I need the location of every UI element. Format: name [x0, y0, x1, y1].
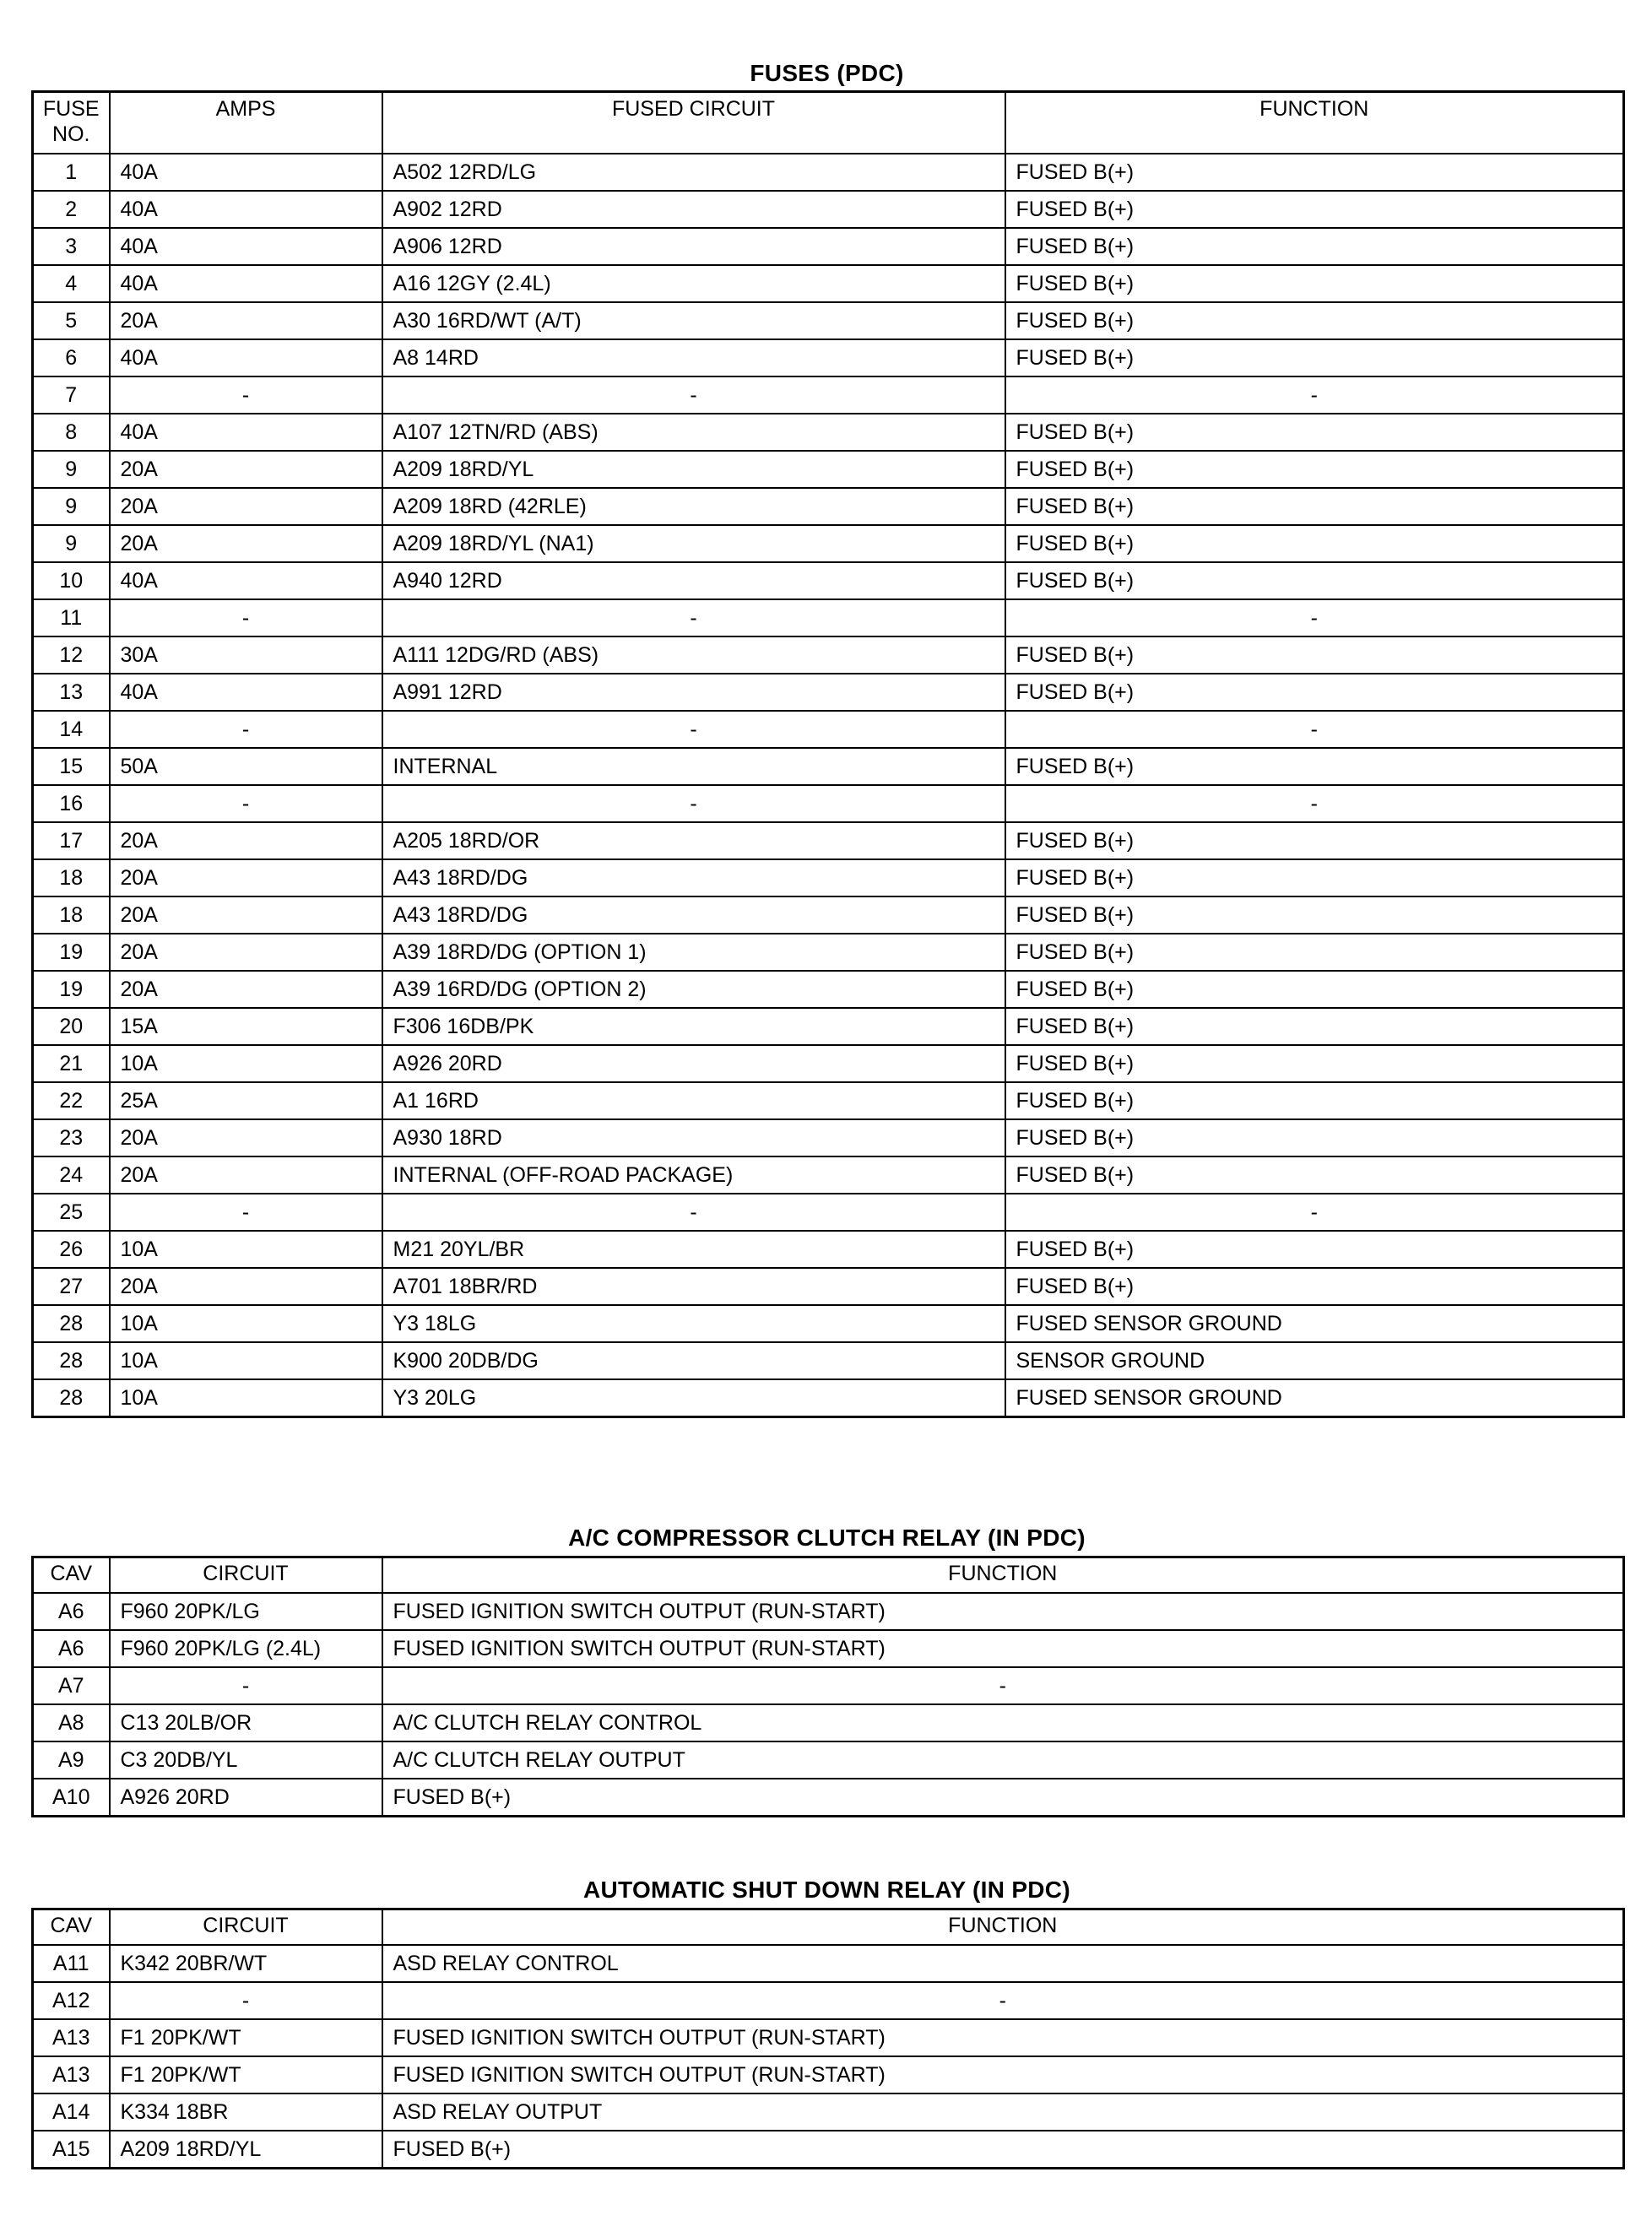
table-row: [33, 785, 1624, 822]
fuse-no-cell: 6: [33, 339, 110, 376]
amps-cell: 10A: [110, 1379, 382, 1417]
fuses-header-row: [33, 92, 1624, 154]
cav-cell: A9: [33, 1741, 110, 1779]
function-cell: -: [382, 1667, 1624, 1704]
fuse-no-header-line2: NO.: [52, 122, 90, 146]
fuse-no-cell: 19: [33, 971, 110, 1008]
fuse-no-cell: 12: [33, 636, 110, 674]
table-row: [33, 228, 1624, 265]
fused-circuit-cell: A8 14RD: [382, 339, 1005, 376]
function-cell: FUSED B(+): [1005, 414, 1624, 451]
amps-cell: 20A: [110, 859, 382, 896]
table-row: [33, 339, 1624, 376]
function-cell: FUSED B(+): [1005, 1008, 1624, 1045]
table-row: [33, 822, 1624, 859]
function-cell: FUSED B(+): [1005, 1268, 1624, 1305]
table-row: [33, 1945, 1624, 1982]
table-row: [33, 896, 1624, 934]
table-row: [33, 1630, 1624, 1667]
fused-circuit-cell: -: [382, 376, 1005, 414]
fuse-no-header: [33, 92, 110, 154]
fuse-no-cell: 13: [33, 674, 110, 711]
fused-circuit-cell: A39 16RD/DG (OPTION 2): [382, 971, 1005, 1008]
amps-cell: 40A: [110, 265, 382, 302]
circuit-cell: A926 20RD: [110, 1779, 382, 1817]
cav-cell: A14: [33, 2093, 110, 2131]
function-cell: -: [1005, 785, 1624, 822]
amps-cell: 40A: [110, 154, 382, 191]
function-cell: FUSED B(+): [1005, 228, 1624, 265]
fuse-no-cell: 9: [33, 525, 110, 562]
function-cell: -: [1005, 1194, 1624, 1231]
circuit-header: CIRCUIT: [110, 1557, 382, 1594]
function-cell: -: [382, 1982, 1624, 2019]
function-cell: FUSED B(+): [1005, 896, 1624, 934]
table-row: [33, 1156, 1624, 1194]
table-row: [33, 1008, 1624, 1045]
amps-cell: 40A: [110, 191, 382, 228]
table-row: [33, 636, 1624, 674]
fused-circuit-cell: -: [382, 1194, 1005, 1231]
table-row: [33, 488, 1624, 525]
fuse-no-cell: 4: [33, 265, 110, 302]
amps-cell: 40A: [110, 562, 382, 599]
function-cell: FUSED B(+): [1005, 971, 1624, 1008]
function-cell: -: [1005, 711, 1624, 748]
fuse-no-cell: 16: [33, 785, 110, 822]
cav-cell: A15: [33, 2131, 110, 2169]
asd-relay-header-row: [33, 1909, 1624, 1946]
table-row: [33, 451, 1624, 488]
table-row: [33, 674, 1624, 711]
fused-circuit-cell: A43 18RD/DG: [382, 896, 1005, 934]
function-cell: FUSED B(+): [1005, 934, 1624, 971]
fused-circuit-cell: M21 20YL/BR: [382, 1231, 1005, 1268]
amps-cell: 40A: [110, 228, 382, 265]
function-cell: FUSED B(+): [1005, 265, 1624, 302]
table-row: [33, 1779, 1624, 1817]
table-row: [33, 859, 1624, 896]
fused-circuit-cell: A701 18BR/RD: [382, 1268, 1005, 1305]
fuse-no-cell: 24: [33, 1156, 110, 1194]
fused-circuit-cell: A906 12RD: [382, 228, 1005, 265]
fuse-no-cell: 1: [33, 154, 110, 191]
fuse-no-cell: 11: [33, 599, 110, 636]
fused-circuit-cell: A926 20RD: [382, 1045, 1005, 1082]
fuse-no-cell: 5: [33, 302, 110, 339]
fuse-no-cell: 20: [33, 1008, 110, 1045]
fuse-no-cell: 15: [33, 748, 110, 785]
amps-cell: -: [110, 711, 382, 748]
asd-relay-table: [31, 1908, 1625, 2169]
table-row: [33, 1342, 1624, 1379]
fused-circuit-cell: F306 16DB/PK: [382, 1008, 1005, 1045]
function-cell: FUSED B(+): [1005, 1231, 1624, 1268]
table-row: [33, 1119, 1624, 1156]
ac-relay-table-title: A/C COMPRESSOR CLUTCH RELAY (IN PDC): [568, 1525, 1086, 1551]
fused-circuit-cell: -: [382, 711, 1005, 748]
fuses-table: [31, 90, 1625, 1418]
function-cell: FUSED B(+): [1005, 562, 1624, 599]
fused-circuit-cell: Y3 18LG: [382, 1305, 1005, 1342]
table-row: [33, 1045, 1624, 1082]
circuit-cell: -: [110, 1982, 382, 2019]
fuse-no-cell: 2: [33, 191, 110, 228]
fuse-no-cell: 27: [33, 1268, 110, 1305]
cav-cell: A13: [33, 2056, 110, 2093]
table-row: [33, 2093, 1624, 2131]
fuse-no-cell: 22: [33, 1082, 110, 1119]
fuse-no-cell: 9: [33, 488, 110, 525]
fused-circuit-cell: A209 18RD/YL: [382, 451, 1005, 488]
function-cell: SENSOR GROUND: [1005, 1342, 1624, 1379]
amps-cell: 10A: [110, 1231, 382, 1268]
function-cell: FUSED IGNITION SWITCH OUTPUT (RUN-START): [382, 2019, 1624, 2056]
circuit-cell: C3 20DB/YL: [110, 1741, 382, 1779]
function-cell: FUSED IGNITION SWITCH OUTPUT (RUN-START): [382, 1630, 1624, 1667]
circuit-header: CIRCUIT: [110, 1909, 382, 1946]
asd-relay-table-body: [33, 1945, 1624, 2169]
function-header: FUNCTION: [1005, 92, 1624, 154]
amps-cell: 15A: [110, 1008, 382, 1045]
fuse-no-cell: 17: [33, 822, 110, 859]
cav-cell: A12: [33, 1982, 110, 2019]
fuse-no-cell: 9: [33, 451, 110, 488]
table-row: [33, 1593, 1624, 1630]
circuit-cell: F960 20PK/LG (2.4L): [110, 1630, 382, 1667]
function-cell: FUSED B(+): [1005, 488, 1624, 525]
circuit-cell: -: [110, 1667, 382, 1704]
amps-cell: 20A: [110, 451, 382, 488]
ac-relay-table-body: [33, 1593, 1624, 1817]
table-row: [33, 1704, 1624, 1741]
amps-cell: 20A: [110, 1119, 382, 1156]
table-row: [33, 2131, 1624, 2169]
amps-cell: 20A: [110, 1268, 382, 1305]
table-row: [33, 376, 1624, 414]
table-row: [33, 971, 1624, 1008]
function-cell: FUSED B(+): [1005, 636, 1624, 674]
fused-circuit-cell: INTERNAL (OFF-ROAD PACKAGE): [382, 1156, 1005, 1194]
circuit-cell: F1 20PK/WT: [110, 2019, 382, 2056]
cav-header: CAV: [33, 1557, 110, 1594]
circuit-cell: A209 18RD/YL: [110, 2131, 382, 2169]
amps-cell: -: [110, 1194, 382, 1231]
fused-circuit-cell: -: [382, 599, 1005, 636]
asd-relay-table-title: AUTOMATIC SHUT DOWN RELAY (IN PDC): [583, 1877, 1070, 1903]
fuse-no-cell: 3: [33, 228, 110, 265]
fuse-no-cell: 14: [33, 711, 110, 748]
amps-cell: 40A: [110, 339, 382, 376]
table-row: [33, 562, 1624, 599]
cav-header: CAV: [33, 1909, 110, 1946]
amps-cell: 10A: [110, 1342, 382, 1379]
cav-cell: A10: [33, 1779, 110, 1817]
function-cell: FUSED B(+): [1005, 154, 1624, 191]
function-cell: A/C CLUTCH RELAY CONTROL: [382, 1704, 1624, 1741]
function-cell: FUSED B(+): [1005, 1156, 1624, 1194]
function-cell: FUSED B(+): [1005, 822, 1624, 859]
ac-relay-table: [31, 1556, 1625, 1817]
table-row: [33, 302, 1624, 339]
cav-cell: A6: [33, 1630, 110, 1667]
amps-cell: -: [110, 376, 382, 414]
cav-cell: A8: [33, 1704, 110, 1741]
table-row: [33, 414, 1624, 451]
table-row: [33, 1231, 1624, 1268]
fuse-no-cell: 23: [33, 1119, 110, 1156]
function-cell: FUSED B(+): [1005, 339, 1624, 376]
fused-circuit-cell: A991 12RD: [382, 674, 1005, 711]
fused-circuit-cell: A940 12RD: [382, 562, 1005, 599]
table-row: [33, 1194, 1624, 1231]
circuit-cell: K342 20BR/WT: [110, 1945, 382, 1982]
table-row: [33, 2056, 1624, 2093]
table-row: [33, 1667, 1624, 1704]
function-header: FUNCTION: [382, 1557, 1624, 1594]
cav-cell: A7: [33, 1667, 110, 1704]
amps-cell: 20A: [110, 302, 382, 339]
fuse-no-cell: 28: [33, 1342, 110, 1379]
amps-cell: -: [110, 599, 382, 636]
function-cell: FUSED B(+): [1005, 1119, 1624, 1156]
table-row: [33, 1305, 1624, 1342]
table-row: [33, 525, 1624, 562]
table-row: [33, 711, 1624, 748]
fused-circuit-cell: A43 18RD/DG: [382, 859, 1005, 896]
table-row: [33, 191, 1624, 228]
cav-cell: A6: [33, 1593, 110, 1630]
fused-circuit-cell: A209 18RD (42RLE): [382, 488, 1005, 525]
table-row: [33, 2019, 1624, 2056]
fused-circuit-cell: A16 12GY (2.4L): [382, 265, 1005, 302]
function-cell: ASD RELAY CONTROL: [382, 1945, 1624, 1982]
function-cell: FUSED IGNITION SWITCH OUTPUT (RUN-START): [382, 2056, 1624, 2093]
function-cell: FUSED B(+): [1005, 451, 1624, 488]
amps-cell: 40A: [110, 674, 382, 711]
fused-circuit-cell: Y3 20LG: [382, 1379, 1005, 1417]
circuit-cell: F1 20PK/WT: [110, 2056, 382, 2093]
function-cell: FUSED B(+): [382, 2131, 1624, 2169]
table-row: [33, 1982, 1624, 2019]
fused-circuit-cell: A111 12DG/RD (ABS): [382, 636, 1005, 674]
amps-cell: 20A: [110, 488, 382, 525]
table-row: [33, 154, 1624, 191]
amps-cell: 40A: [110, 414, 382, 451]
fuse-no-header-line1: FUSE: [42, 97, 100, 121]
fuse-no-cell: 28: [33, 1305, 110, 1342]
function-cell: FUSED IGNITION SWITCH OUTPUT (RUN-START): [382, 1593, 1624, 1630]
table-row: [33, 599, 1624, 636]
table-row: [33, 1379, 1624, 1417]
amps-cell: -: [110, 785, 382, 822]
amps-header: AMPS: [110, 92, 382, 154]
ac-relay-header-row: [33, 1557, 1624, 1594]
fuse-no-cell: 25: [33, 1194, 110, 1231]
function-header: FUNCTION: [382, 1909, 1624, 1946]
amps-cell: 20A: [110, 896, 382, 934]
fuse-no-cell: 21: [33, 1045, 110, 1082]
amps-cell: 50A: [110, 748, 382, 785]
fused-circuit-cell: A205 18RD/OR: [382, 822, 1005, 859]
fuse-no-cell: 18: [33, 859, 110, 896]
amps-cell: 25A: [110, 1082, 382, 1119]
fused-circuit-cell: -: [382, 785, 1005, 822]
fused-circuit-header: FUSED CIRCUIT: [382, 92, 1005, 154]
fused-circuit-cell: A30 16RD/WT (A/T): [382, 302, 1005, 339]
table-row: [33, 1741, 1624, 1779]
function-cell: FUSED B(+): [1005, 1082, 1624, 1119]
function-cell: FUSED B(+): [1005, 302, 1624, 339]
amps-cell: 20A: [110, 1156, 382, 1194]
table-row: [33, 1268, 1624, 1305]
fuse-no-cell: 18: [33, 896, 110, 934]
function-cell: -: [1005, 376, 1624, 414]
amps-cell: 10A: [110, 1305, 382, 1342]
function-cell: FUSED B(+): [1005, 748, 1624, 785]
function-cell: -: [1005, 599, 1624, 636]
table-row: [33, 1082, 1624, 1119]
fused-circuit-cell: A107 12TN/RD (ABS): [382, 414, 1005, 451]
amps-cell: 20A: [110, 822, 382, 859]
fuse-no-cell: 19: [33, 934, 110, 971]
function-cell: FUSED B(+): [1005, 859, 1624, 896]
fused-circuit-cell: A930 18RD: [382, 1119, 1005, 1156]
function-cell: FUSED B(+): [1005, 1045, 1624, 1082]
fuse-no-cell: 7: [33, 376, 110, 414]
function-cell: FUSED SENSOR GROUND: [1005, 1379, 1624, 1417]
cav-cell: A13: [33, 2019, 110, 2056]
fuses-table-title: FUSES (PDC): [750, 60, 904, 86]
fused-circuit-cell: A902 12RD: [382, 191, 1005, 228]
amps-cell: 20A: [110, 971, 382, 1008]
fuse-no-cell: 28: [33, 1379, 110, 1417]
fuses-table-body: [33, 154, 1624, 1417]
function-cell: A/C CLUTCH RELAY OUTPUT: [382, 1741, 1624, 1779]
circuit-cell: K334 18BR: [110, 2093, 382, 2131]
circuit-cell: F960 20PK/LG: [110, 1593, 382, 1630]
fused-circuit-cell: A1 16RD: [382, 1082, 1005, 1119]
function-cell: FUSED B(+): [1005, 191, 1624, 228]
fused-circuit-cell: K900 20DB/DG: [382, 1342, 1005, 1379]
fused-circuit-cell: A209 18RD/YL (NA1): [382, 525, 1005, 562]
table-row: [33, 748, 1624, 785]
fused-circuit-cell: A39 18RD/DG (OPTION 1): [382, 934, 1005, 971]
function-cell: FUSED B(+): [382, 1779, 1624, 1817]
function-cell: FUSED B(+): [1005, 525, 1624, 562]
amps-cell: 10A: [110, 1045, 382, 1082]
amps-cell: 20A: [110, 525, 382, 562]
function-cell: FUSED SENSOR GROUND: [1005, 1305, 1624, 1342]
function-cell: ASD RELAY OUTPUT: [382, 2093, 1624, 2131]
circuit-cell: C13 20LB/OR: [110, 1704, 382, 1741]
fuse-no-cell: 10: [33, 562, 110, 599]
fused-circuit-cell: INTERNAL: [382, 748, 1005, 785]
function-cell: FUSED B(+): [1005, 674, 1624, 711]
fuse-no-cell: 26: [33, 1231, 110, 1268]
fuse-no-cell: 8: [33, 414, 110, 451]
table-row: [33, 265, 1624, 302]
cav-cell: A11: [33, 1945, 110, 1982]
amps-cell: 30A: [110, 636, 382, 674]
fused-circuit-cell: A502 12RD/LG: [382, 154, 1005, 191]
table-row: [33, 934, 1624, 971]
amps-cell: 20A: [110, 934, 382, 971]
